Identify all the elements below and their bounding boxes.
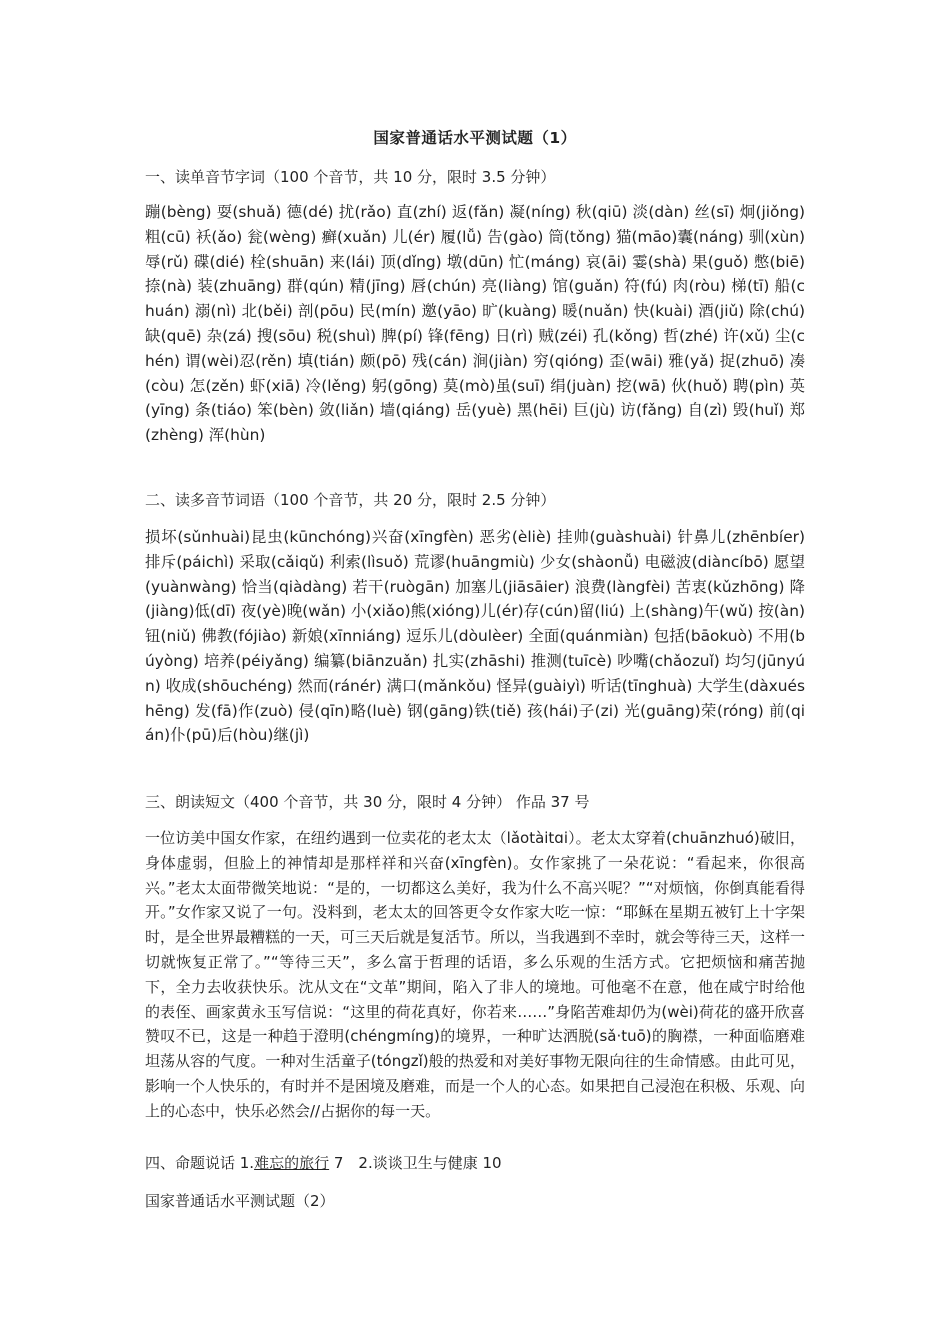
section3-text: 一位访美中国女作家，在纽约遇到一位卖花的老太太（lǎotàitɑi）。老太太穿着(chuānzhuó)破旧，身体虚弱，但脸上的神情却是那样祥和兴奋(xīngfèn)。女作家挑了一朵花说：“看起来，你很高兴。”老太太面带微笑地说：“是的，一切都这么美好，我为什么不高兴呢？”“对烦恼，你倒真能看得开。”女作家又说了一句。没料到，老太太的回答更令女作家大吃一惊：“耶稣在星期五被钉上十字架时，是全世界最糟糕的一天，可三天后就是复活节。所以，当我遇到不幸时，就会等待三天，这样一切就恢复正常了。”“等待三天”，多么富于哲理的话语，多么乐观的生活方式。它把烦恼和痛苦抛下，全力去收获快乐。沈从文在“文革”期间，陷入了非人的境地。可他毫不在意，他在咸宁时给他的表侄、画家黄永玉写信说：“这里的荷花真好，你若来……”身陷苦难却仍为(wèi)荷花的盛开欣喜赞叹不已，这是一种趋于澄明(chéngmíng)的境界，一种旷达洒脱(sǎ·tuō)的胸襟，一种面临磨难坦荡从容的气度。一种对生活童子(tóngzǐ)般的热爱和对美好事物无限向往的生命情感。由此可见，影响一个人快乐的，有时并不是困境及磨难，而是一个人的心态。如果把自己浸泡在积极、乐观、向上的心态中，快乐必然会//占据你的每一天。: [145, 829, 806, 1120]
next-test-title: 国家普通话水平测试题（2）: [145, 1192, 335, 1210]
section1-heading: 一、读单音节字词（100 个音节，共 10 分，限时 3.5 分钟）: [145, 168, 556, 186]
section4-prefix: 四、命题说话 1.: [145, 1154, 255, 1172]
section2-text: 损坏(sǔnhuài)昆虫(kūnchóng)兴奋(xīngfèn) 恶劣(èliè) 挂帅(guàshuài) 针鼻儿(zhēnbíer) 排斥(páichì) 采取(cǎiqǔ) 利索(lìsuǒ) 荒谬(huāngmiù) 少女(shàonǚ) 电磁波(diàncíbō) 愿望(yuànwàng) 恰当(qiàdàng) 若干(ruògān) 加塞儿(jiāsāier) 浪费(làngfèi) 苦衷(kǔzhōng) 降(jiàng)低(dī) 夜(yè)晚(wǎn) 小(xiǎo)熊(xióng)儿(ér)存(cún)留(liú) 上(shàng)午(wǔ) 按(àn)钮(niǔ) 佛教(fójiào) 新娘(xīnniáng) 逗乐儿(dòulèer) 全面(quánmiàn) 包括(bāokuò) 不用(búyòng) 培养(péiyǎng) 编纂(biānzuǎn) 扎实(zhāshi) 推测(tuīcè) 吵嘴(chǎozuǐ) 均匀(jūnyún) 收成(shōuchéng) 然而(ránér) 满口(mǎnkǒu) 怪异(guàiyì) 听话(tīnghuà) 大学生(dàxuéshēng) 发(fā)作(zuò) 侵(qīn)略(luè) 钢(gāng)铁(tiě) 孩(hái)子(zi) 光(guāng)荣(róng) 前(qián)仆(pū)后(hòu)继(jì): [145, 528, 805, 745]
section3-heading: 三、朗读短文（400 个音节，共 30 分，限时 4 分钟） 作品 37 号: [145, 793, 590, 811]
section4-heading: [145, 1152, 502, 1173]
section1-text: 蹦(bèng) 耍(shuǎ) 德(dé) 扰(rǎo) 直(zhí) 返(fǎn) 凝(níng) 秋(qiū) 淡(dàn) 丝(sī) 炯(jiǒng) 粗(cū) 袄(ǎo) 瓮(wèng) 癣(xuǎn) 儿(ér) 履(lǚ) 告(gào) 筒(tǒng) 猫(māo)囊(náng) 驯(xùn) 辱(rǔ) 碟(dié) 栓(shuān) 来(lái) 顶(dǐng) 墩(dūn) 忙(máng) 哀(āi) 霎(shà) 果(guǒ) 憋(biē) 捺(nà) 装(zhuāng) 群(qún) 精(jīng) 唇(chún) 亮(liàng) 馆(guǎn) 符(fú) 肉(ròu) 梯(tī) 船(chuán) 溺(nì) 北(běi) 剖(pōu) 民(mín) 邀(yāo) 旷(kuàng) 暖(nuǎn) 快(kuài) 酒(jiǔ) 除(chú) 缺(quē) 杂(zá) 搜(sōu) 税(shuì) 脾(pí) 锋(fēng) 日(rì) 贼(zéi) 孔(kǒng) 哲(zhé) 许(xǔ) 尘(chén) 谓(wèi)忍(rěn) 填(tián) 颇(pō) 残(cán) 涧(jiàn) 穷(qióng) 歪(wāi) 雅(yǎ) 捉(zhuō) 凑(còu) 怎(zěn) 虾(xiā) 冷(lěng) 躬(gōng) 莫(mò)虽(suī) 绢(juàn) 挖(wā) 伙(huǒ) 聘(pìn) 英(yīng) 条(tiáo) 笨(bèn) 敛(liǎn) 墙(qiáng) 岳(yuè) 黑(hēi) 巨(jù) 访(fǎng) 自(zì) 毁(huǐ) 郑(zhèng) 浑(hùn): [145, 203, 805, 445]
page-title: 国家普通话水平测试题（1）: [373, 129, 577, 147]
topic1-link: 难忘的旅行: [254, 1154, 330, 1172]
section4-rest: 7 2.谈谈卫生与健康 10: [329, 1154, 502, 1172]
section2-heading: 二、读多音节词语（100 个音节，共 20 分，限时 2.5 分钟）: [145, 491, 556, 509]
